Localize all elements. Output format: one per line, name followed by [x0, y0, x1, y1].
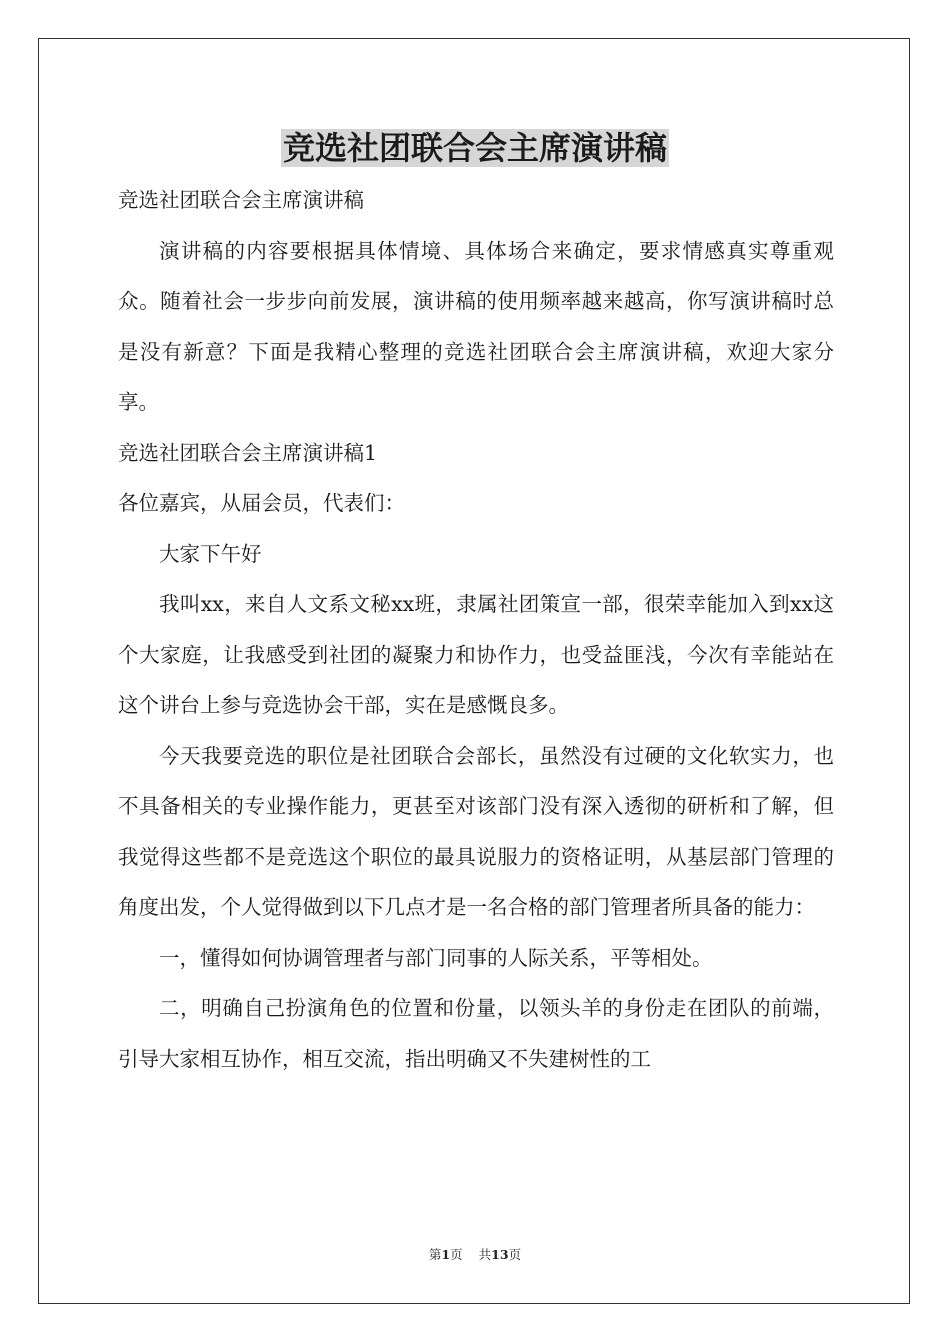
page-suffix: 页 — [450, 1247, 463, 1262]
page-number: 1 — [441, 1247, 451, 1262]
paragraph-point-two: 二，明确自己扮演角色的位置和份量，以领头羊的身份走在团队的前端，引导大家相互协作，相互交流，指出明确又不失建树性的工 — [118, 996, 834, 1071]
paragraph-salutation: 各位嘉宾，从届会员，代表们： — [118, 491, 405, 515]
paragraph-self-intro: 我叫xx，来自人文系文秘xx班，隶属社团策宣一部，很荣幸能加入到xx这个大家庭，让我感受到社团的凝聚力和协作力，也受益匪浅，今次有幸能站在这个讲台上参与竞选协会干部，实在是感慨良多。 — [118, 592, 834, 717]
document-title-text: 竞选社团联合会主席演讲稿 — [282, 129, 667, 167]
paragraph-point-one: 一，懂得如何协调管理者与部门同事的人际关系，平等相处。 — [159, 945, 713, 970]
total-pages: 13 — [491, 1247, 509, 1262]
page-footer — [0, 1247, 950, 1263]
paragraph-section-heading: 竞选社团联合会主席演讲稿1 — [118, 440, 378, 465]
paragraph-greeting: 大家下午好 — [159, 541, 262, 566]
document-body — [118, 175, 834, 1084]
total-prefix: 共 — [478, 1247, 492, 1262]
paragraph-intro: 演讲稿的内容要根据具体情境、具体场合来确定，要求情感真实尊重观众。随着社会一步步向前发展，演讲稿的使用频率越来越高，你写演讲稿时总是没有新意？下面是我精心整理的竞选社团联合会主席演讲稿，欢迎大家分享。 — [118, 238, 834, 414]
total-suffix: 页 — [508, 1247, 522, 1262]
document-title — [0, 126, 950, 170]
paragraph-position: 今天我要竞选的职位是社团联合会部长，虽然没有过硬的文化软实力，也不具备相关的专业操作能力，更甚至对该部门没有深入透彻的研析和了解，但我觉得这些都不是竞选这个职位的最具说服力的资格证明，从基层部门管理的角度出发，个人觉得做到以下几点才是一名合格的部门管理者所具备的能力： — [118, 743, 834, 919]
paragraph-subtitle: 竞选社团联合会主席演讲稿 — [118, 188, 364, 212]
page-prefix: 第 — [428, 1247, 442, 1262]
